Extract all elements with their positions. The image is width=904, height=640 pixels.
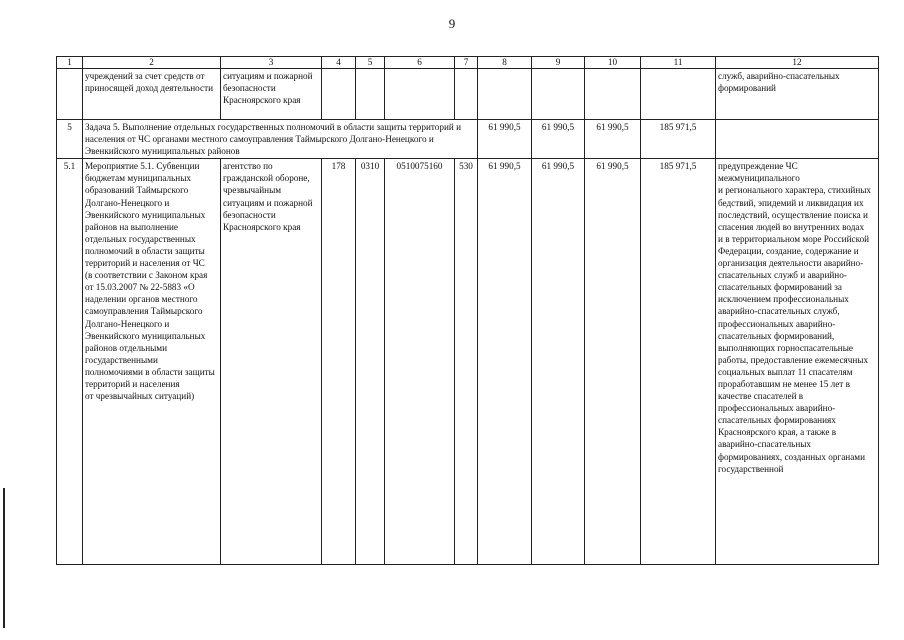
header-row	[57, 57, 879, 69]
header-cell: 4	[322, 57, 356, 69]
header-cell: 12	[716, 57, 879, 69]
total-cell: 185 971,5	[641, 159, 716, 565]
header-cell: 7	[455, 57, 478, 69]
value-cell	[585, 69, 641, 120]
measure-name-cell: учреждений за счет средств от приносящей доход деятельности	[83, 69, 221, 120]
value-cell	[478, 69, 532, 120]
row-number: 5	[57, 120, 83, 159]
program-table	[56, 56, 879, 565]
value-cell: 61 990,5	[478, 120, 532, 159]
header-cell: 5	[356, 57, 385, 69]
row-number	[57, 69, 83, 120]
value-cell: 61 990,5	[532, 159, 585, 565]
result-cell: служб, аварийно-спасательных формирований	[716, 69, 879, 120]
header-cell: 6	[385, 57, 455, 69]
grbs-cell	[322, 69, 356, 120]
result-cell	[716, 120, 879, 159]
result-cell: предупреждение ЧС межмуниципального и регионального характера, стихийных бедствий, эпидемий и ликвидация их последствий, осуществление поиска и спасения людей во внутренних водах и в территориальном море Российской Федерации, создание, содержание и организация деятельности аварийно-спасательных служб и аварийно-спасательных формирований за исключением профессиональных аварийно-спасательных служб, профессиональных аварийно-спасательных формирований, выполняющих горноспасательные работы, предоставление ежемесячных социальных выплат 11 спасателям проработавшим не менее 15 лет в качестве спасателей в профессиональных аварийно-спасательных формированиях Красноярского края, а также в аварийно-спасательных формированиях, созданных органами государственной	[716, 159, 879, 565]
target-article-cell	[385, 69, 455, 120]
value-cell: 61 990,5	[532, 120, 585, 159]
header-cell: 8	[478, 57, 532, 69]
continuation-row	[57, 69, 879, 120]
value-cell	[532, 69, 585, 120]
expense-type-cell	[455, 69, 478, 120]
total-cell: 185 971,5	[641, 120, 716, 159]
grbs-cell: 178	[322, 159, 356, 565]
measure-row	[57, 159, 879, 565]
row-number: 5.1	[57, 159, 83, 565]
value-cell: 61 990,5	[478, 159, 532, 565]
section-cell	[356, 69, 385, 120]
margin-line	[3, 488, 5, 628]
executor-cell: ситуациям и пожарной безопасности Красноярского края	[221, 69, 322, 120]
executor-cell: агентство по гражданской обороне, чрезвычайным ситуациям и пожарной безопасности Красноярского края	[221, 159, 322, 565]
value-cell: 61 990,5	[585, 159, 641, 565]
section-cell: 0310	[356, 159, 385, 565]
task-title: Задача 5. Выполнение отдельных государственных полномочий в области защиты территорий и населения от ЧС органами местного самоуправления Таймырского Долгано-Ненецкого и Эвенкийского муниципальных районов	[83, 120, 478, 159]
expense-type-cell: 530	[455, 159, 478, 565]
value-cell: 61 990,5	[585, 120, 641, 159]
page-number: 9	[448, 16, 456, 31]
task-row	[57, 120, 879, 159]
total-cell	[641, 69, 716, 120]
header-cell: 10	[585, 57, 641, 69]
header-cell: 3	[221, 57, 322, 69]
header-cell: 1	[57, 57, 83, 69]
header-cell: 9	[532, 57, 585, 69]
header-cell: 11	[641, 57, 716, 69]
target-article-cell: 0510075160	[385, 159, 455, 565]
measure-name-cell: Мероприятие 5.1. Субвенции бюджетам муниципальных образований Таймырского Долгано-Ненецкого и Эвенкийского муниципальных районов на выполнение отдельных государственных полномочий в области защиты территорий и населения от ЧС (в соответствии с Законом края от 15.03.2007 № 22-5883 «О наделении органов местного самоуправления Таймырского Долгано-Ненецкого и Эвенкийского муниципальных районов отдельными государственными полномочиями в области защиты территорий и населения от чрезвычайных ситуаций)	[83, 159, 221, 565]
header-cell: 2	[83, 57, 221, 69]
